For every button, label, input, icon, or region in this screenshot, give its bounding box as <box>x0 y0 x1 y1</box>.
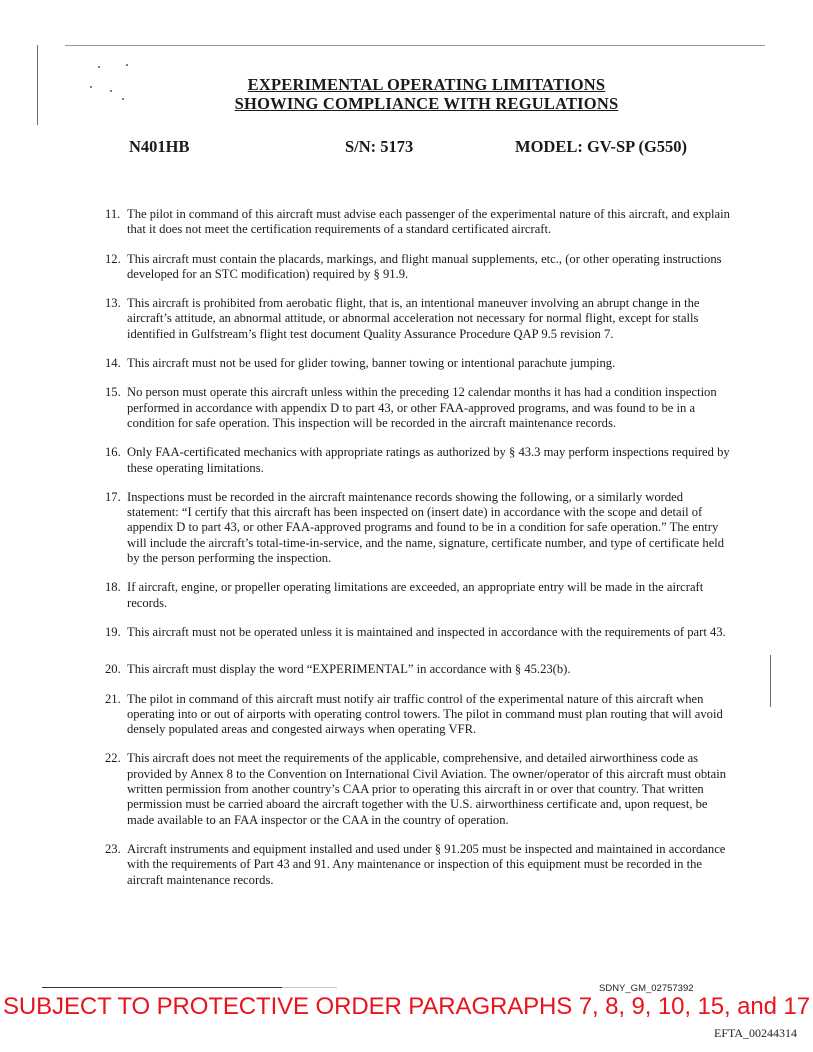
limitations-list <box>105 207 730 888</box>
item-number: 13. <box>105 296 121 311</box>
list-item <box>105 662 730 677</box>
footer-rule-faint <box>282 987 337 988</box>
item-text: This aircraft is prohibited from aerobatic flight, that is, an intentional maneuver involving an abrupt change in the aircraft’s attitude, an abnormal attitude, or abnormal acceleration not necessary for normal flight, except for stalls identified in Gulfstream’s flight test document Quality Assurance Procedure QAP 9.5 revision 7. <box>127 296 700 341</box>
scan-speck <box>98 66 100 68</box>
aircraft-header <box>0 137 813 159</box>
item-text: Aircraft instruments and equipment installed and used under § 91.205 must be inspected and maintained in accordance with the requirements of Part 43 and 91. Any maintenance or inspection of this equipment must be recorded in the aircraft maintenance records. <box>127 841 726 887</box>
item-number: 12. <box>105 251 121 266</box>
list-item <box>105 842 730 888</box>
item-number: 22. <box>105 751 121 766</box>
title-line-1: EXPERIMENTAL OPERATING LIMITATIONS <box>247 75 606 94</box>
list-item <box>105 751 730 827</box>
list-item <box>105 625 730 640</box>
item-number: 17. <box>105 489 121 504</box>
title-line-2: SHOWING COMPLIANCE WITH REGULATIONS <box>234 94 619 113</box>
scan-speck <box>126 64 128 66</box>
item-number: 23. <box>105 841 121 856</box>
document-title <box>0 75 813 113</box>
item-text: The pilot in command of this aircraft must advise each passenger of the experimental nature of this aircraft, and explain that it does not meet the certification requirements of a standard certificated aircraft. <box>127 207 730 237</box>
item-number: 11. <box>105 207 121 221</box>
list-item <box>105 490 730 566</box>
item-text: This aircraft must contain the placards, markings, and flight manual supplements, etc., (or other operating instructions developed for an STC modification) required by § 91.9. <box>127 251 722 281</box>
item-number: 19. <box>105 624 121 639</box>
list-item <box>105 356 730 371</box>
item-text: Only FAA-certificated mechanics with appropriate ratings as authorized by § 43.3 may perform inspections required by these operating limitations. <box>127 445 730 475</box>
item-text: This aircraft does not meet the requirements of the applicable, comprehensive, and detailed airworthiness code as provided by Annex 8 to the Convention on International Civil Aviation. The owner/operator of this aircraft must obtain written permission from another country’s CAA prior to operating this aircraft in or over that country. That written permission must be carried aboard the aircraft together with the U.S. airworthiness certificate and, upon request, be made available to an FAA inspector or the CAA in the country of operation. <box>127 751 727 827</box>
list-item <box>105 445 730 476</box>
model: MODEL: GV-SP (G550) <box>515 137 688 156</box>
list-item <box>105 580 730 611</box>
item-number: 21. <box>105 691 121 706</box>
scan-edge-right <box>770 655 771 707</box>
serial-number: S/N: 5173 <box>345 137 414 156</box>
item-text: If aircraft, engine, or propeller operating limitations are exceeded, an appropriate entry will be made in the aircraft records. <box>127 580 704 610</box>
list-item <box>105 252 730 283</box>
item-number: 18. <box>105 580 121 595</box>
list-item <box>105 207 730 238</box>
registration-number: N401HB <box>129 137 190 156</box>
item-text: This aircraft must not be used for glider towing, banner towing or intentional parachute jumping. <box>127 356 616 371</box>
protective-order-notice: SUBJECT TO PROTECTIVE ORDER PARAGRAPHS 7, 8, 9, 10, 15, and 17 <box>3 993 810 1020</box>
item-number: 14. <box>105 356 121 371</box>
list-item <box>105 296 730 342</box>
footer-rule <box>42 987 282 988</box>
efta-number: EFTA_00244314 <box>714 1026 798 1040</box>
bates-number: SDNY_GM_02757392 <box>599 983 694 994</box>
item-text: No person must operate this aircraft unless within the preceding 12 calendar months it has had a condition inspection performed in accordance with appendix D to part 43, or other FAA-approved programs, and was found to be in a condition for safe operation. This inspection will be recorded in the aircraft maintenance records. <box>127 385 717 430</box>
list-item <box>105 692 730 738</box>
list-item <box>105 385 730 431</box>
item-text: This aircraft must not be operated unless it is maintained and inspected in accordance with the requirements of part 43. <box>127 624 726 639</box>
item-number: 20. <box>105 662 121 677</box>
scan-edge-top <box>65 45 765 46</box>
item-number: 16. <box>105 445 121 460</box>
item-text: This aircraft must display the word “EXPERIMENTAL” in accordance with § 45.23(b). <box>127 662 571 677</box>
item-text: Inspections must be recorded in the aircraft maintenance records showing the following, or a similarly worded statement: “I certify that this aircraft has been inspected on (insert date) in accordance with the scope and detail of appendix D to part 43, or other FAA-approved programs and found to be in a condition for safe operation.” The entry will include the aircraft’s total-time-in-service, and the name, signature, certificate number, and type of certificate held by the person performing the inspection. <box>127 489 725 566</box>
item-number: 15. <box>105 385 121 400</box>
item-text: The pilot in command of this aircraft must notify air traffic control of the experimental nature of this aircraft when operating into or out of airports with operating control towers. The pilot in command must plan routing that will avoid densely populated areas and congested airways when operating VFR. <box>127 691 723 737</box>
